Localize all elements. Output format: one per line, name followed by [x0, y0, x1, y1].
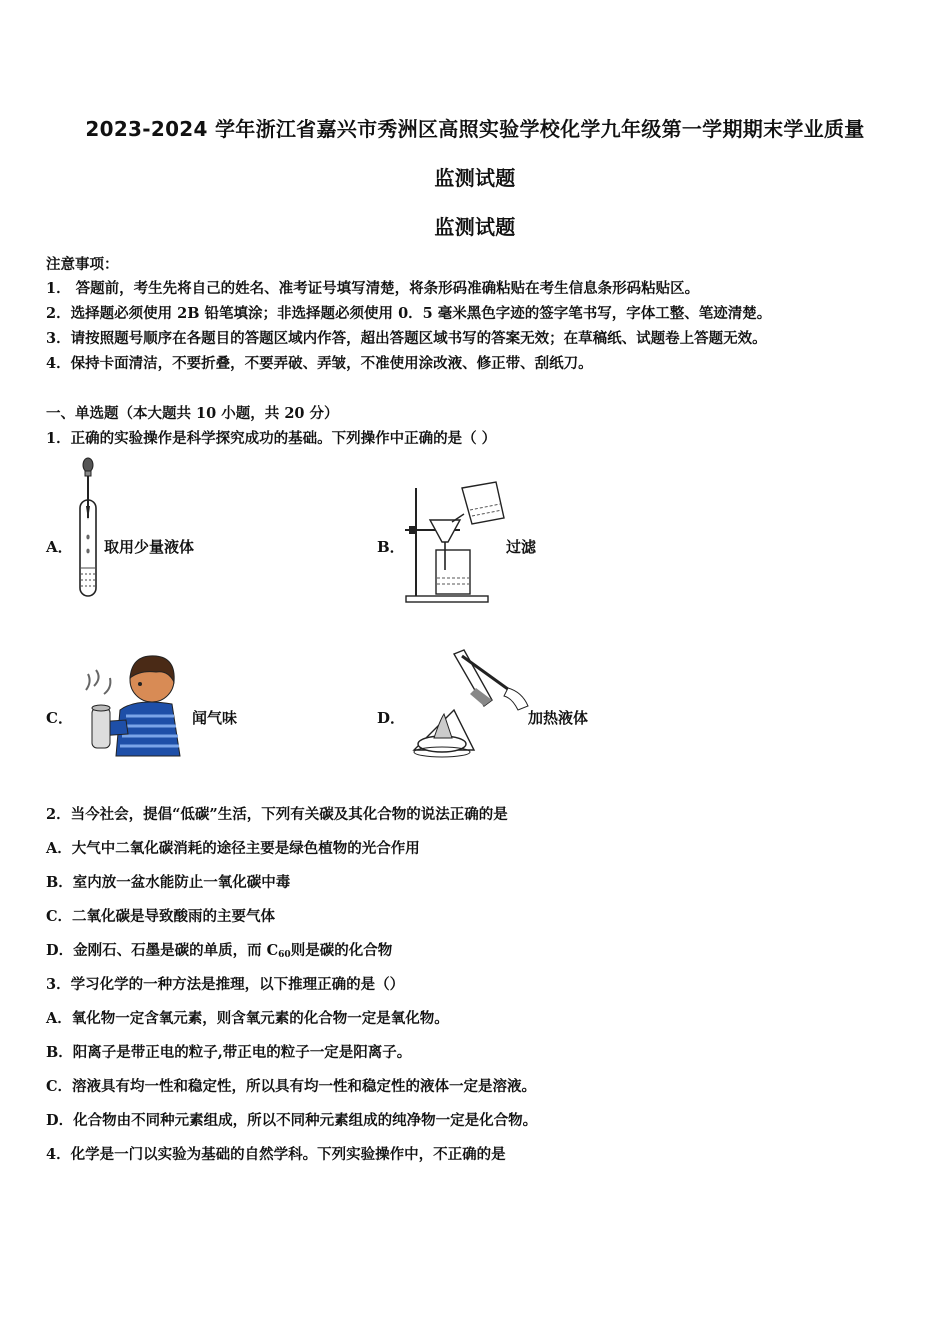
q3-option-a: A．氧化物一定含氧元素，则含氧元素的化合物一定是氧化物。: [46, 1010, 449, 1027]
q1-option-c-label: C．: [46, 709, 73, 727]
q1-option-d-text: 加热液体: [528, 709, 589, 727]
notice-item: 4．保持卡面清洁，不要折叠，不要弄破、弄皱，不准使用涂改液、修正带、刮纸刀。: [46, 355, 593, 372]
q1-option-d-label: D．: [377, 709, 406, 727]
q3-option-b: B．阳离子是带正电的粒子,带正电的粒子一定是阳离子。: [46, 1044, 412, 1061]
student-smelling-icon: [76, 650, 184, 758]
page-subtitle: 监测试题: [434, 166, 516, 190]
q2-option-d: [46, 939, 392, 960]
notice-heading: 注意事项：: [46, 256, 119, 273]
q4-stem: 4．化学是一门以实验为基础的自然学科。下列实验操作中，不正确的是: [46, 1146, 506, 1163]
q1-option-b-text: 过滤: [506, 538, 537, 556]
notice-item: 2．选择题必须使用 2B 铅笔填涂；非选择题必须使用 0．5 毫米黑色字迹的签字笔书写，字体工整、笔迹清楚。: [46, 305, 772, 322]
q2-option-d-post: 则是碳的化合物: [290, 942, 393, 959]
q1-option-b-label: B．: [377, 538, 405, 556]
page-subtitle-repeat: 监测试题: [434, 215, 516, 239]
q2-option-d-subscript: 60: [278, 950, 291, 960]
q2-option-c: C．二氧化碳是导致酸雨的主要气体: [46, 908, 276, 925]
dropper-test-tube-icon: [72, 456, 106, 602]
q2-stem: 2．当今社会，提倡“低碳”生活，下列有关碳及其化合物的说法正确的是: [46, 806, 508, 823]
q1-stem: 1．正确的实验操作是科学探究成功的基础。下列操作中正确的是（ ）: [46, 430, 497, 447]
heating-test-tube-icon: [404, 648, 530, 758]
filtration-apparatus-icon: [400, 478, 510, 604]
q2-option-d-pre: D．金刚石、石墨是碳的单质，而 C: [46, 942, 279, 959]
section-heading: 一、单选题（本大题共 10 小题，共 20 分）: [46, 405, 339, 422]
q1-option-a-label: A．: [46, 538, 73, 556]
notice-item: 3．请按照题号顺序在各题目的答题区域内作答，超出答题区域书写的答案无效；在草稿纸、试题卷上答题无效。: [46, 330, 767, 347]
q1-option-c-text: 闻气味: [192, 709, 238, 727]
q3-stem: 3．学习化学的一种方法是推理，以下推理正确的是（）: [46, 976, 405, 993]
q3-option-d: D．化合物由不同种元素组成，所以不同种元素组成的纯净物一定是化合物。: [46, 1112, 538, 1129]
page-title: 2023-2024 学年浙江省嘉兴市秀洲区高照实验学校化学九年级第一学期期末学业质量: [85, 117, 865, 141]
q1-option-a-text: 取用少量液体: [104, 538, 195, 556]
notice-item: 1． 答题前，考生先将自己的姓名、准考证号填写清楚，将条形码准确粘贴在考生信息条形码粘贴区。: [46, 280, 700, 297]
q2-option-a: A．大气中二氧化碳消耗的途径主要是绿色植物的光合作用: [46, 840, 420, 857]
q3-option-c: C．溶液具有均一性和稳定性，所以具有均一性和稳定性的液体一定是溶液。: [46, 1078, 537, 1095]
q2-option-b: B．室内放一盆水能防止一氧化碳中毒: [46, 874, 291, 891]
